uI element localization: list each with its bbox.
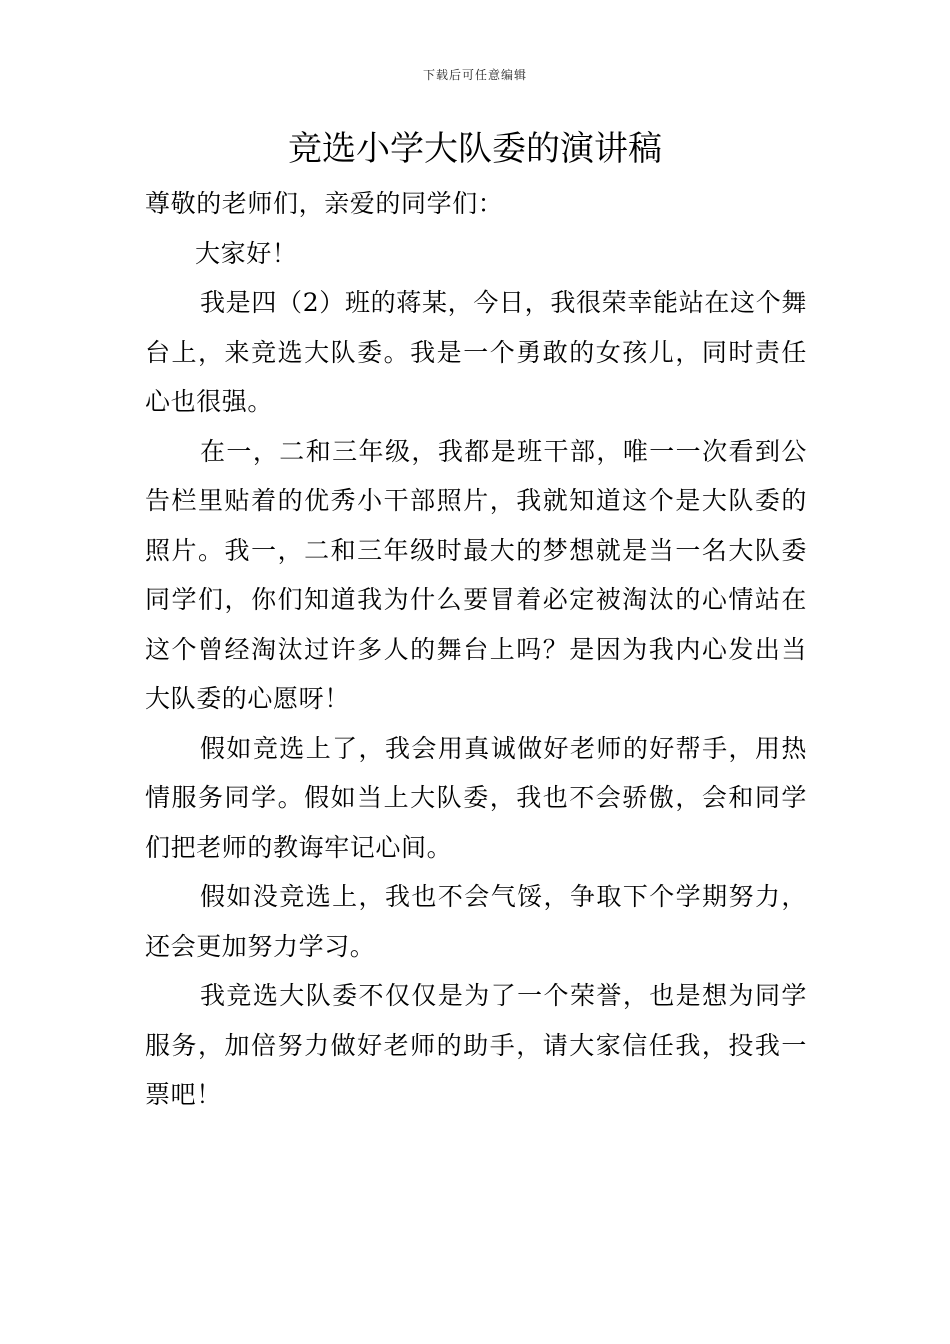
paragraph-experience: 在一，二和三年级，我都是班干部，唯一一次看到公告栏里贴着的优秀小干部照片，我就知道这个是大队委的照片。我一，二和三年级时最大的梦想就是当一名大队委同学们，你们知道我为什么要冒着必定被淘汰的心情站在这个曾经淘汰过许多人的舞台上吗？是因为我内心发出当大队委的心愿呀！	[145, 436, 807, 713]
paragraph-if-not-elected: 假如没竞选上，我也不会气馁，争取下个学期努力，还会更加努力学习。	[145, 882, 807, 961]
paragraph-closing: 我竞选大队委不仅仅是为了一个荣誉，也是想为同学服务，加倍努力做好老师的助手，请大家信任我，投我一票吧！	[145, 981, 807, 1109]
salutation: 尊敬的老师们，亲爱的同学们：	[145, 189, 504, 218]
paragraph-intro: 我是四（2）班的蒋某，今日，我很荣幸能站在这个舞台上，来竞选大队委。我是一个勇敢的女孩儿，同时责任心也很强。	[145, 288, 807, 416]
greeting: 大家好！	[195, 238, 298, 268]
paragraph-if-elected: 假如竞选上了，我会用真诚做好老师的好帮手，用热情服务同学。假如当上大队委，我也不会骄傲，会和同学们把老师的教诲牢记心间。	[145, 733, 807, 862]
document-body	[145, 179, 807, 1120]
page-header-note: 下载后可任意编辑	[422, 68, 527, 82]
document-title: 竞选小学大队委的演讲稿	[288, 129, 662, 169]
